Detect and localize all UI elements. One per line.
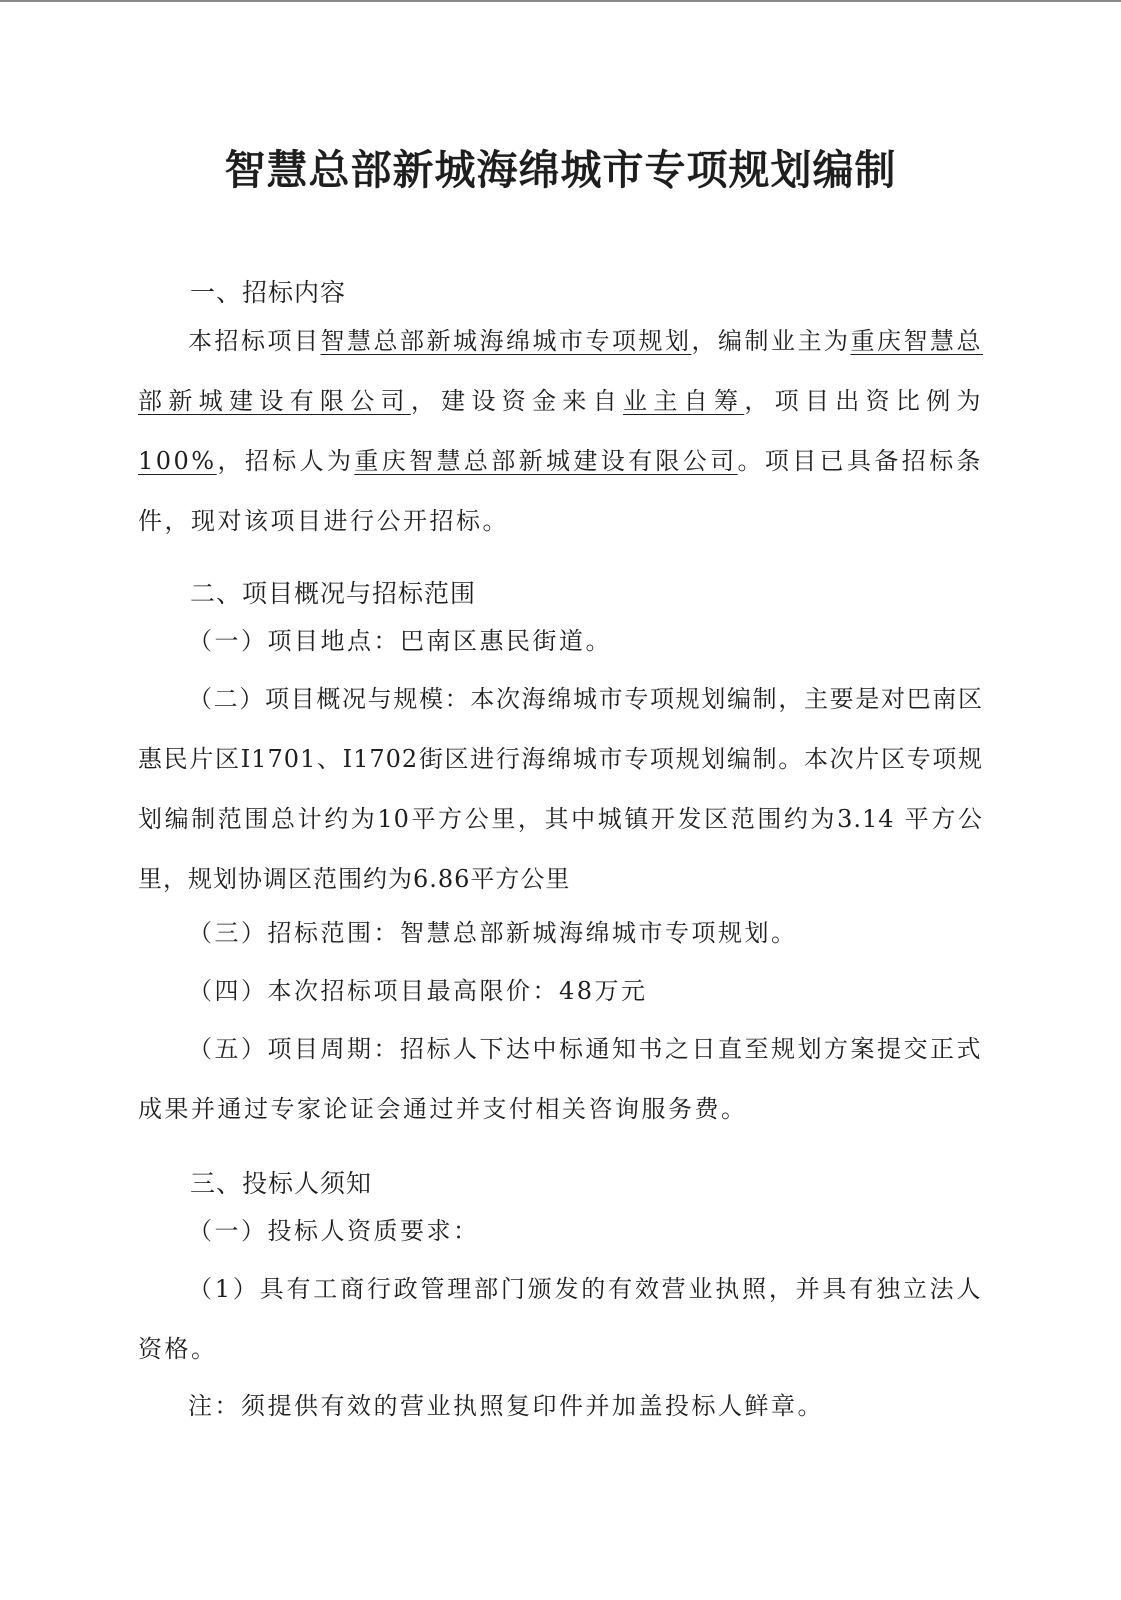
text-run: ，项目出资比例为 xyxy=(744,387,984,415)
text-run: ，招标人为 xyxy=(216,447,355,475)
document-title: 智慧总部新城海绵城市专项规划编制 xyxy=(224,146,897,194)
item-project-period: （五）项目周期：招标人下达中标通知书之日直至规划方案提交正式成果并通过专家论证会通过并支付相关咨询服务费。 xyxy=(138,1035,983,1123)
section-heading-bidding-content: 一、招标内容 xyxy=(190,278,347,307)
underlined-tenderer-name: 重庆智慧总部新城建设有限公司 xyxy=(354,447,738,475)
item-max-price: （四）本次招标项目最高限价：48万元 xyxy=(188,977,648,1005)
section-heading-bidder-notice: 三、投标人须知 xyxy=(190,1169,373,1198)
text-run: ，建设资金来自 xyxy=(410,387,624,415)
underlined-owner-name: 重庆智慧总部新城建设有限公司 xyxy=(138,327,983,415)
item-business-license: （1）具有工商行政管理部门颁发的有效营业执照，并具有独立法人资格。 xyxy=(138,1275,983,1363)
item-project-scale: （二）项目概况与规模：本次海绵城市专项规划编制，主要是对巴南区惠民片区I1701、I1702街区进行海绵城市专项规划编制。本次片区专项规划编制范围总计约为10平方公里，其中城镇开发区范围约为3.14 平方公里，规划协调区范围约为6.86平方公里 xyxy=(138,685,983,893)
text-run: ，编制业主为 xyxy=(691,327,851,355)
underlined-funding-ratio: 100% xyxy=(138,447,217,475)
underlined-funding-source: 业主自筹 xyxy=(623,387,745,415)
item-bidding-scope: （三）招标范围：智慧总部新城海绵城市专项规划。 xyxy=(188,919,798,947)
underlined-project-name: 智慧总部新城海绵城市专项规划 xyxy=(320,327,692,355)
text-run: 本招标项目 xyxy=(188,327,321,355)
section-heading-project-overview: 二、项目概况与招标范围 xyxy=(190,579,477,608)
text-run: 。项目已具备招标条件，现对该项目进行公开招标。 xyxy=(138,447,984,535)
item-qualification-requirements: （一）投标人资质要求： xyxy=(188,1217,480,1245)
page-top-border xyxy=(0,0,1121,2)
item-note: 注：须提供有效的营业执照复印件并加盖投标人鲜章。 xyxy=(188,1392,824,1420)
item-project-location: （一）项目地点：巴南区惠民街道。 xyxy=(188,627,612,655)
paragraph-bidding-content xyxy=(138,311,983,551)
